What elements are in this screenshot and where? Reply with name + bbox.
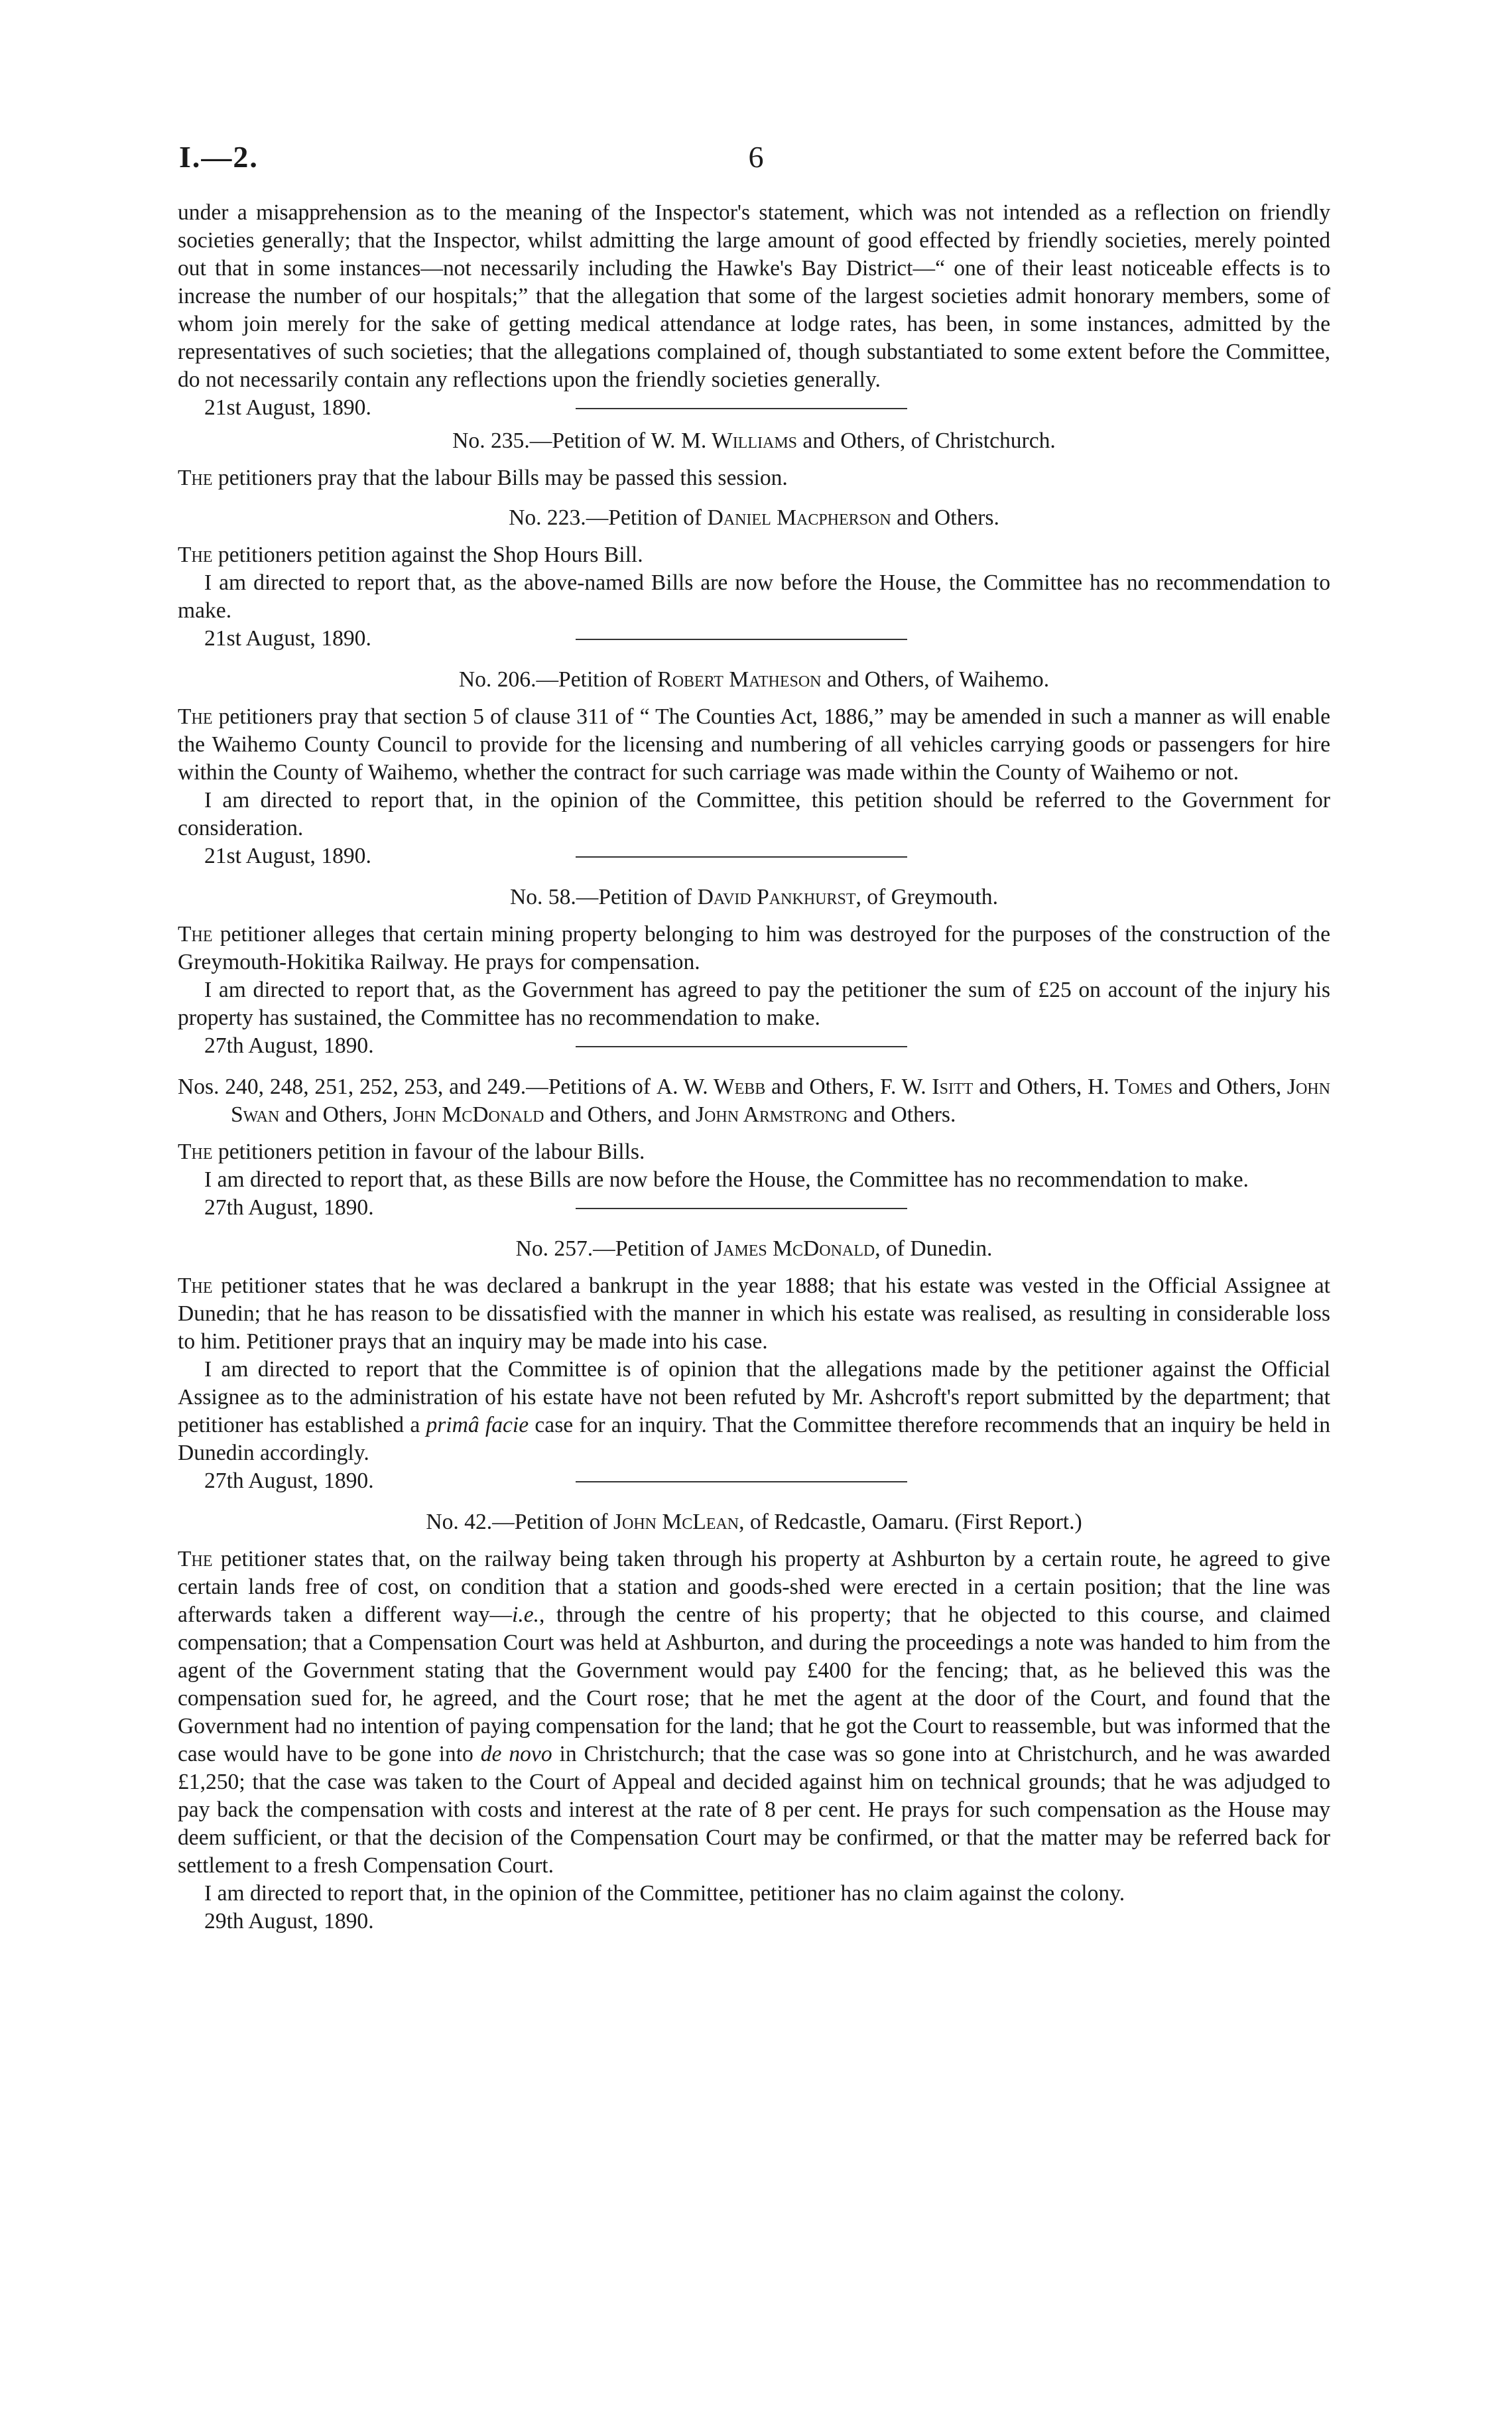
page-number: 6 [748,140,764,174]
section-divider [576,639,907,640]
petition-body: The petitioners pray that the labour Bills may be passed this session. [178,466,788,490]
petition-body: The petitioners petition against the Shop Hours Bill. [178,543,643,567]
petition-body: The petitioner states that, on the railway being taken through his property at Ashburton by a certain route, he agreed to give certain lands free of cost, on condition that a station and goods-shed were erected in a certain position; that the line was afterwards taken a different way—i.e., through the centre of his property; that he objected to this course, and claimed compensation; that a Compensation Court was held at Ashburton, and during the proceedings a note was handed to him from the agent of the Government stating that the Government would pay £400 for the fencing; that, as he believed this was the compensation sued for, he agreed, and the Court rose; that he met the agent at the door of the Court, and found that the Government had no intention of paying compensation for the land; that he got the Court to reassemble, but was informed that the case would have to be gone into de novo in Christchurch; that the case was so gone into at Christchurch, and he was awarded £1,250; that the case was taken to the Court of Appeal and decided against him on technical grounds; that he was adjudged to pay back the compensation with costs and interest at the rate of 8 per cent. He prays for such compensation as the House may deem sufficient, or that the decision of the Compensation Court may be confirmed, or that the matter may be referred back for settlement to a fresh Compensation Court. [178,1547,1331,1878]
report-date: 27th August, 1890. [204,1195,374,1220]
document-reference: I.—2. [179,140,259,174]
petition-title: No. 257.—Petition of James McDonald, of Dunedin. [515,1236,993,1261]
petition-title: No. 58.—Petition of David Pankhurst, of Greymouth. [509,885,998,909]
report-date: 27th August, 1890. [204,1033,374,1058]
report-date: 21st August, 1890. [204,844,371,868]
page-header [179,139,1333,179]
petition-title: No. 206.—Petition of Robert Matheson and Others, of Waihemo. [458,667,1050,692]
petition-body: The petitioners pray that section 5 of clause 311 of “ The Counties Act, 1886,” may be amended in such a manner as will enable the Waihemo County Council to provide for the licensing and numbering of all vehicles carrying goods or passengers for hire within the County of Waihemo, whether the contract for such carriage was made within the County of Waihemo or not. [178,704,1330,785]
report-date: 29th August, 1890. [204,1909,374,1933]
petition-body: The petitioners petition in favour of the labour Bills. [178,1140,645,1164]
petition-title: No. 42.—Petition of John McLean, of Redcastle, Oamaru. (First Report.) [426,1510,1082,1534]
intro-paragraph: under a misapprehension as to the meaning of the Inspector's statement, which was not intended as a reflection on friendly societies generally; that the Inspector, whilst admitting the large amount of good effected by friendly societies, merely pointed out that in some instances—not necessarily including the Hawke's Bay District—“ one of their least noticeable effects is to increase the number of our hospitals;” that the allegation that some of the largest societies admit honorary members, some of whom join merely for the sake of getting medical attendance at lodge rates, has been, in some instances, admitted by the representatives of such societies; that the allegations complained of, though substantiated to some extent before the Committee, do not necessarily contain any reflections upon the friendly societies generally. [178,200,1330,392]
section-divider [576,1481,907,1482]
committee-report: I am directed to report that, in the opinion of the Committee, this petition should be referred to the Government for consideration. [178,788,1330,840]
report-date: 27th August, 1890. [204,1469,374,1493]
committee-report: I am directed to report that, as the above-named Bills are now before the House, the Committee has no recommendation to make. [178,570,1330,623]
section-divider [576,1208,907,1209]
document-body [178,199,1330,1935]
committee-report: I am directed to report that, as these Bills are now before the House, the Committee has no recommendation to make. [204,1167,1249,1192]
petition-title: No. 235.—Petition of W. M. Williams and Others, of Christchurch. [452,428,1056,453]
petition-body: The petitioner states that he was declared a bankrupt in the year 1888; that his estate was vested in the Official Assignee at Dunedin; that he has reason to be dissatisfied with the manner in which his estate was realised, as resulting in considerable loss to him. Petitioner prays that an inquiry may be made into his case. [178,1274,1330,1354]
committee-report: I am directed to report that the Committee is of opinion that the allegations made by the petitioner against the Official Assignee as to the administration of his estate have not been refuted by Mr. Ashcroft's report submitted by the department; that petitioner has established a primâ facie case for an inquiry. That the Committee therefore recommends that an inquiry be held in Dunedin accordingly. [178,1357,1330,1465]
section-divider [576,1046,907,1047]
intro-date: 21st August, 1890. [204,395,371,420]
section-divider [576,856,907,858]
petition-title: Nos. 240, 248, 251, 252, 253, and 249.—Petitions of A. W. Webb and Others, F. W. Isitt and Others, H. Tomes and Others, John Swan and Others, John McDonald and Others, and John Armstrong and Others. [178,1075,1330,1127]
petition-body: The petitioner alleges that certain mining property belonging to him was destroyed for the purposes of the construction of the Greymouth-Hokitika Railway. He prays for compensation. [178,922,1330,974]
report-date: 21st August, 1890. [204,626,371,651]
committee-report: I am directed to report that, in the opinion of the Committee, petitioner has no claim against the colony. [204,1881,1125,1906]
petition-title: No. 223.—Petition of Daniel Macpherson and Others. [509,505,999,530]
section-divider [576,408,907,409]
committee-report: I am directed to report that, as the Government has agreed to pay the petitioner the sum of £25 on account of the injury his property has sustained, the Committee has no recommendation to make. [178,978,1330,1030]
